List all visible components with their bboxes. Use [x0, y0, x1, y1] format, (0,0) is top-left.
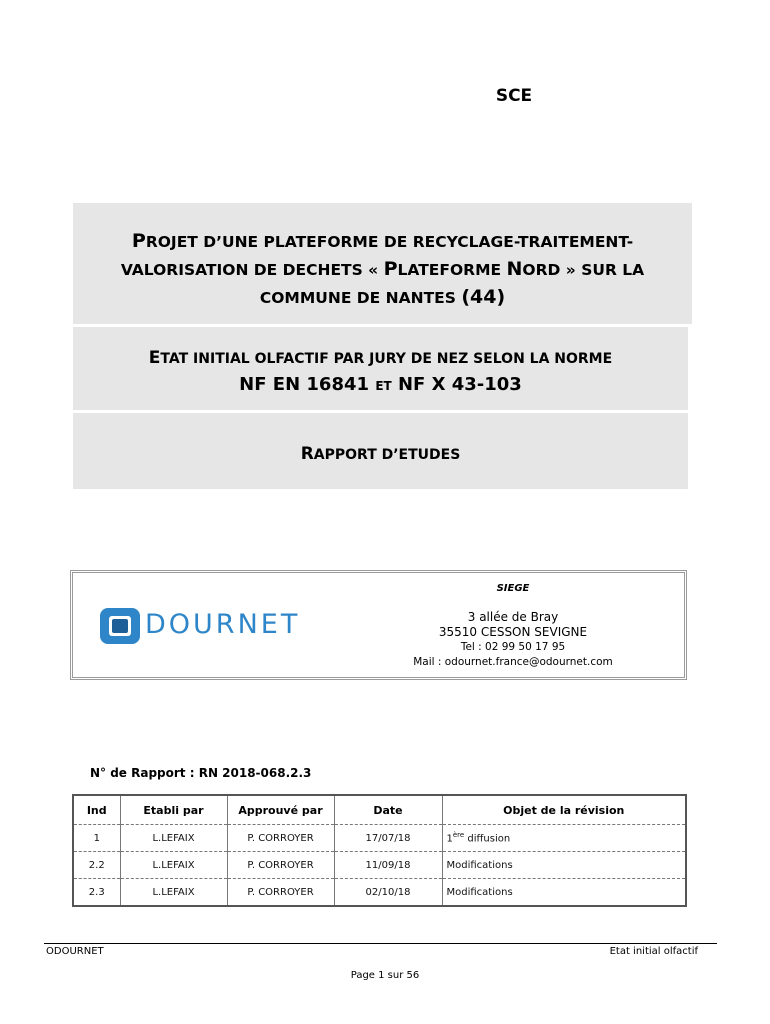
address-line-1: 3 allée de Bray — [467, 610, 559, 624]
cell-date: 11/09/18 — [334, 852, 442, 879]
footer-divider — [44, 943, 717, 944]
cell-date: 17/07/18 — [334, 825, 442, 852]
title-line-2: VALORISATION DE DECHETS « PLATEFORME NORD » SUR LA — [120, 258, 645, 280]
table-row — [73, 879, 686, 907]
cell-etabli: L.LEFAIX — [120, 825, 227, 852]
revision-header-row — [73, 795, 686, 825]
siege-info — [373, 581, 653, 670]
header-date: Date — [334, 795, 442, 825]
title-line-3: COMMUNE DE NANTES (44) — [259, 286, 506, 308]
cell-date: 02/10/18 — [334, 879, 442, 907]
logo-o-icon — [99, 605, 145, 647]
cell-ind: 2.2 — [73, 852, 120, 879]
cell-ind: 2.3 — [73, 879, 120, 907]
header-approuve: Approuvé par — [227, 795, 334, 825]
address-line-2: 35510 CESSON SEVIGNE — [438, 625, 588, 639]
company-box — [70, 570, 687, 680]
table-row — [73, 825, 686, 852]
table-row — [73, 852, 686, 879]
cell-ind: 1 — [73, 825, 120, 852]
subtitle-line-2: NF EN 16841 ET NF X 43-103 — [239, 374, 522, 395]
report-type: RAPPORT D’ETUDES — [300, 444, 461, 464]
title-line-1: PROJET D’UNE PLATEFORME DE RECYCLAGE-TRAITEMENT- — [131, 230, 634, 252]
cell-objet: Modifications — [442, 879, 686, 907]
subtitle-block — [73, 327, 688, 410]
cell-approuve: P. CORROYER — [227, 879, 334, 907]
siege-label: SIEGE — [496, 583, 530, 594]
cell-approuve: P. CORROYER — [227, 852, 334, 879]
logo-text: DOURNET — [145, 609, 301, 640]
report-number: N° de Rapport : RN 2018-068.2.3 — [90, 766, 312, 780]
page-number: Page 1 sur 56 — [350, 970, 420, 981]
header-etabli: Etabli par — [120, 795, 227, 825]
cell-objet: 1ère diffusion — [442, 825, 686, 852]
client-name: SCE — [495, 86, 533, 106]
cell-objet: Modifications — [442, 852, 686, 879]
subtitle-line-1: ETAT INITIAL OLFACTIF PAR JURY DE NEZ SELON LA NORME — [148, 348, 613, 368]
revision-table — [72, 794, 687, 907]
cell-approuve: P. CORROYER — [227, 825, 334, 852]
odournet-logo — [99, 605, 329, 647]
cell-etabli: L.LEFAIX — [120, 852, 227, 879]
email: Mail : odournet.france@odournet.com — [413, 656, 613, 668]
report-type-block — [73, 413, 688, 489]
telephone: Tel : 02 99 50 17 95 — [460, 641, 566, 653]
header-objet: Objet de la révision — [442, 795, 686, 825]
header-ind: Ind — [73, 795, 120, 825]
footer-company: ODOURNET — [46, 946, 104, 957]
footer-doc-title: Etat initial olfactif — [609, 946, 698, 957]
project-title-block — [73, 203, 692, 324]
cell-etabli: L.LEFAIX — [120, 879, 227, 907]
